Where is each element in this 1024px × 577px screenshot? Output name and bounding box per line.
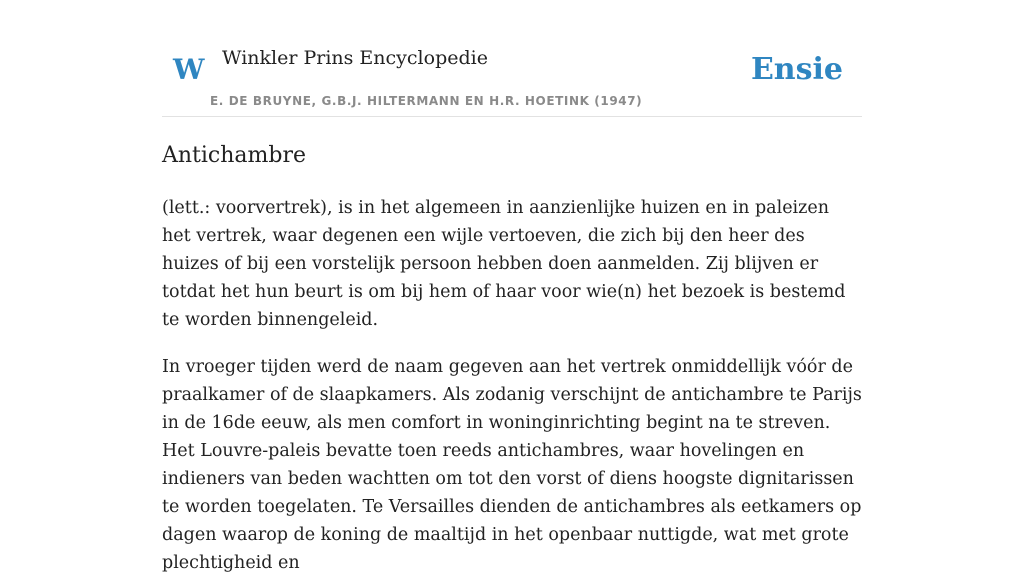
source-title[interactable]: Winkler Prins Encyclopedie (222, 47, 488, 69)
article-paragraph: (lett.: voorvertrek), is in het algemeen in aanzienlijke huizen en in paleizen het vertrek, waar degenen een wijle vertoeven, die zich bij den heer des huizes of bij een vorstelijk persoon hebben doen aanmelden. Zij blijven er totdat het hun beurt is om bij hem of haar voor wie(n) het bezoek is bestemd te worden binnengeleid. (162, 198, 846, 330)
document-page (162, 0, 862, 573)
source-authors: E. DE BRUYNE, G.B.J. HILTERMANN EN H.R. HOETINK (1947) (210, 94, 643, 108)
source-header (162, 0, 862, 117)
article-paragraph: In vroeger tijden werd de naam gegeven aan het vertrek onmiddellijk vóór de praalkamer of de slaapkamers. Als zodanig verschijnt de antichambre te Parijs in de 16de eeuw, als men comfort in woninginrichting begint na te streven. Het Louvre-paleis bevatte toen reeds antichambres, waar hovelingen en indieners van beden wachtten om tot den vorst of diens hoogste dignitarissen te worden toegelaten. Te Versailles dienden de antichambres als eetkamers op dagen waarop de koning de maaltijd in het openbaar nuttigde, wat met grote plechtigheid en (162, 357, 862, 573)
source-logo[interactable]: W (173, 53, 205, 86)
article-title: Antichambre (162, 143, 307, 168)
ensie-logo[interactable]: Ensie (750, 52, 843, 87)
